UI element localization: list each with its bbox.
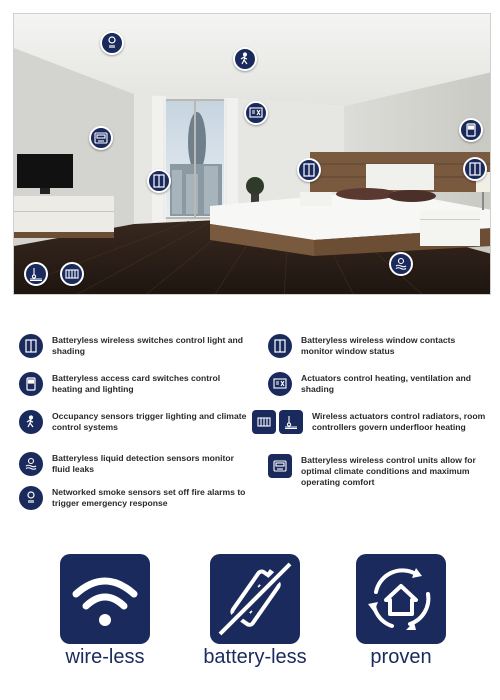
legend-text: Batteryless access card switches control heating and lighting	[52, 373, 221, 394]
access-card-icon[interactable]	[459, 118, 483, 142]
legend-item	[268, 372, 488, 396]
legend-text: Batteryless wireless window contacts monitor window status	[301, 335, 456, 356]
wireless-badge	[60, 554, 150, 644]
legend-item	[252, 410, 492, 434]
smoke-sensor-icon	[19, 486, 43, 510]
underfloor-heating-icon	[279, 410, 303, 434]
proven-label: proven	[370, 646, 432, 668]
window-contact-icon[interactable]	[463, 157, 487, 181]
hvac-actuator-icon	[268, 372, 292, 396]
batteryless-label: battery-less	[203, 646, 307, 668]
legend-text: Actuators control heating, ventilation and shading	[301, 373, 471, 394]
thermostat-control-icon[interactable]	[89, 126, 113, 150]
proven-badge	[356, 554, 446, 644]
radiator-icon	[252, 410, 276, 434]
occupancy-walker-icon	[19, 410, 43, 434]
legend-text: Batteryless liquid detection sensors monitor fluid leaks	[52, 453, 234, 474]
no-battery-icon	[210, 554, 300, 644]
window-contact-icon	[19, 334, 43, 358]
legend-text: Occupancy sensors trigger lighting and climate control systems	[52, 411, 247, 432]
recycle-house-icon	[356, 554, 446, 644]
legend-item	[19, 486, 251, 510]
underfloor-heating-icon[interactable]	[24, 262, 48, 286]
legend-item	[19, 372, 251, 396]
legend-item	[268, 454, 492, 488]
legend-item	[19, 452, 251, 476]
legend-text: Batteryless wireless switches control light and shading	[52, 335, 244, 356]
liquid-sensor-icon[interactable]	[389, 252, 413, 276]
legend-item	[19, 334, 251, 358]
legend-item	[268, 334, 488, 358]
batteryless-badge	[210, 554, 300, 644]
hvac-actuator-icon[interactable]	[244, 101, 268, 125]
legend-text: Wireless actuators control radiators, room controllers govern underfloor heating	[312, 411, 486, 432]
wifi-icon	[60, 554, 150, 644]
thermostat-control-icon	[268, 454, 292, 478]
window-contact-icon[interactable]	[297, 158, 321, 182]
window-contact-icon[interactable]	[147, 169, 171, 193]
legend-text: Batteryless wireless control units allow for optimal climate conditions and maximum operating comfort	[301, 455, 476, 487]
wireless-label: wire-less	[65, 646, 145, 668]
smoke-sensor-icon[interactable]	[100, 31, 124, 55]
bedroom-scene-image	[13, 13, 491, 295]
legend-item	[19, 410, 251, 434]
access-card-icon	[19, 372, 43, 396]
liquid-sensor-icon	[19, 452, 43, 476]
radiator-icon[interactable]	[60, 262, 84, 286]
legend-text: Networked smoke sensors set off fire alarms to trigger emergency response	[52, 487, 246, 508]
window-contact-icon	[268, 334, 292, 358]
occupancy-walker-icon[interactable]	[233, 47, 257, 71]
